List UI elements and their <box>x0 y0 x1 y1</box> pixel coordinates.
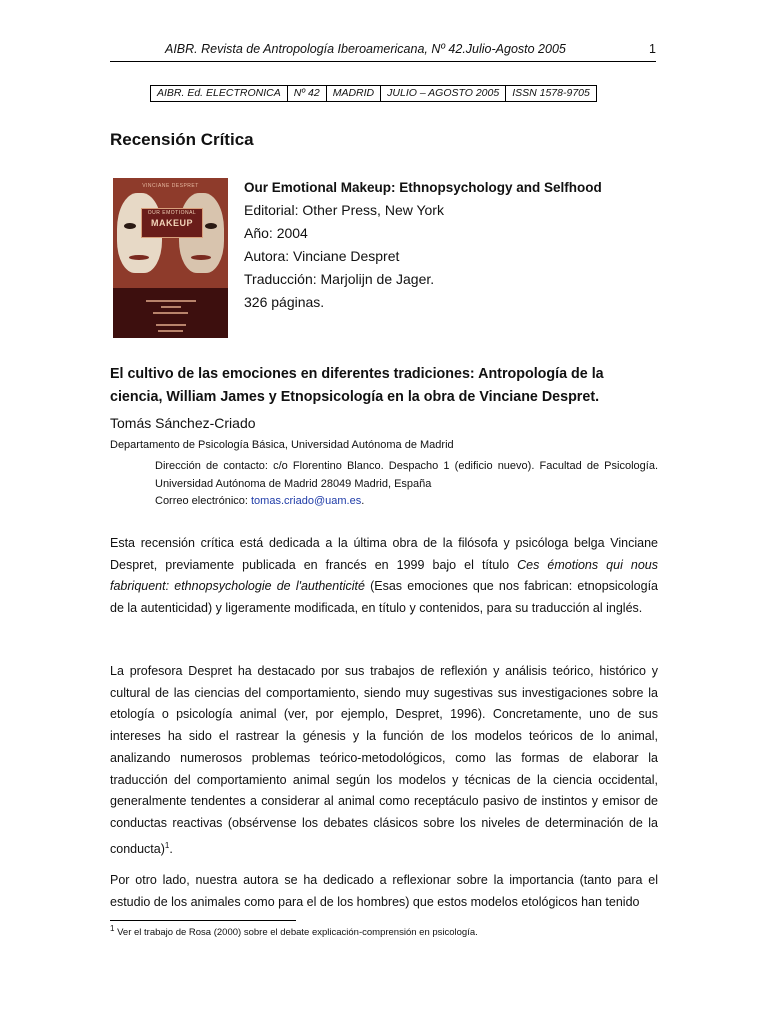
p1-french-title: Ces émotions qui nous fabriquent: ethnopsychologie de l'authenticité <box>110 557 659 594</box>
email-label: Correo electrónico: <box>155 495 251 507</box>
contact-address: Dirección de contacto: c/o Florentino Blanco. Despacho 1 (edificio nuevo). Facultad de Psicología. Universidad Autónoma de Madrid 28049 Madrid, España <box>155 460 658 490</box>
p1-text-b: (Esas emociones que nos fabrican: etnopsicología de la autenticidad) y ligeramente modificada, en título y contenidos, para su traducción al inglés. <box>110 579 658 616</box>
article-author: Tomás Sánchez-Criado <box>110 415 256 431</box>
info-edition: AIBR. Ed. ELECTRONICA <box>151 86 288 102</box>
cover-lower-text <box>143 296 198 336</box>
footnote <box>110 924 478 938</box>
journal-header: AIBR. Revista de Antropología Iberoamericana, Nº 42.Julio-Agosto 2005 <box>165 42 566 56</box>
book-translation: Traducción: Marjolijn de Jager. <box>244 271 435 287</box>
section-title: Recensión Crítica <box>110 130 254 149</box>
article-title: El cultivo de las emociones en diferentes tradiciones: Antropología de la ciencia, William James y Etnopsicología en la obra de Vinciane Despret. <box>110 366 604 405</box>
book-cover-image <box>113 178 228 338</box>
cover-title-band <box>141 208 203 238</box>
footnote-ref-1[interactable]: 1 <box>164 840 170 850</box>
footnote-rule <box>110 920 296 921</box>
p1-text-a: Esta recensión crítica está dedicada a la última obra de la filósofa y psicóloga belga Vinciane Despret, previamente publicada en francés en 1999 bajo el título <box>110 536 658 572</box>
book-pages: 326 páginas. <box>244 294 325 310</box>
journal-info-table <box>150 85 597 102</box>
cover-title-big: MAKEUP <box>150 218 193 228</box>
book-details <box>244 176 602 314</box>
footnote-text: Ver el trabajo de Rosa (2000) sobre el debate explicación-comprensión en psicología. <box>114 927 478 939</box>
book-author: Autora: Vinciane Despret <box>244 248 400 264</box>
info-issn: ISSN 1578-9705 <box>506 86 597 102</box>
email-link[interactable]: tomas.criado@uam.es <box>251 495 362 507</box>
book-title: Our Emotional Makeup: Ethnopsychology and Selfhood <box>244 180 602 195</box>
info-city: MADRID <box>326 86 380 102</box>
page-number: 1 <box>649 42 656 56</box>
footnote-marker: 1 <box>110 924 115 933</box>
body-paragraph-2 <box>110 661 658 860</box>
header-rule <box>110 61 656 62</box>
email-line <box>155 495 364 507</box>
body-paragraph-1 <box>110 533 658 620</box>
author-department: Departamento de Psicología Básica, Universidad Autónoma de Madrid <box>110 439 454 451</box>
cover-title-small: OUR EMOTIONAL <box>147 210 197 216</box>
info-date: JULIO – AGOSTO 2005 <box>381 86 506 102</box>
body-paragraph-3: Por otro lado, nuestra autora se ha dedicado a reflexionar sobre la importancia (tanto para el estudio de los animales como para el de los hombres) que estos modelos etológicos han tenido <box>110 873 658 909</box>
email-period: . <box>361 495 365 507</box>
book-editorial: Editorial: Other Press, New York <box>244 202 444 218</box>
book-year: Año: 2004 <box>244 225 308 241</box>
p2-text: La profesora Despret ha destacado por sus trabajos de reflexión y análisis teórico, histórico y cultural de las ciencias del comportamiento, siendo muy sugestivas sus investigaciones sobre la etología o psicología animal (ver, por ejemplo, Despret, 1996). Concretamente, uno de sus intereses ha sido el rastrear la génesis y la función de los modelos teóricos de lo animal, analizando numerosos problemas teórico-metodológicos, como las formas de elaborar la traducción del comportamiento animal según los modelos y técnicas de la ciencia occidental, generalmente tendentes a considerar al animal como receptáculo pasivo de instintos y emisor de conductas reactivas (obsérvense los debates clásicos sobre los niveles de determinación de la conducta) <box>110 664 658 856</box>
p2-end: . <box>169 841 173 856</box>
info-number: Nº 42 <box>287 86 326 102</box>
cover-author: VINCIANE DESPRET <box>142 183 199 189</box>
